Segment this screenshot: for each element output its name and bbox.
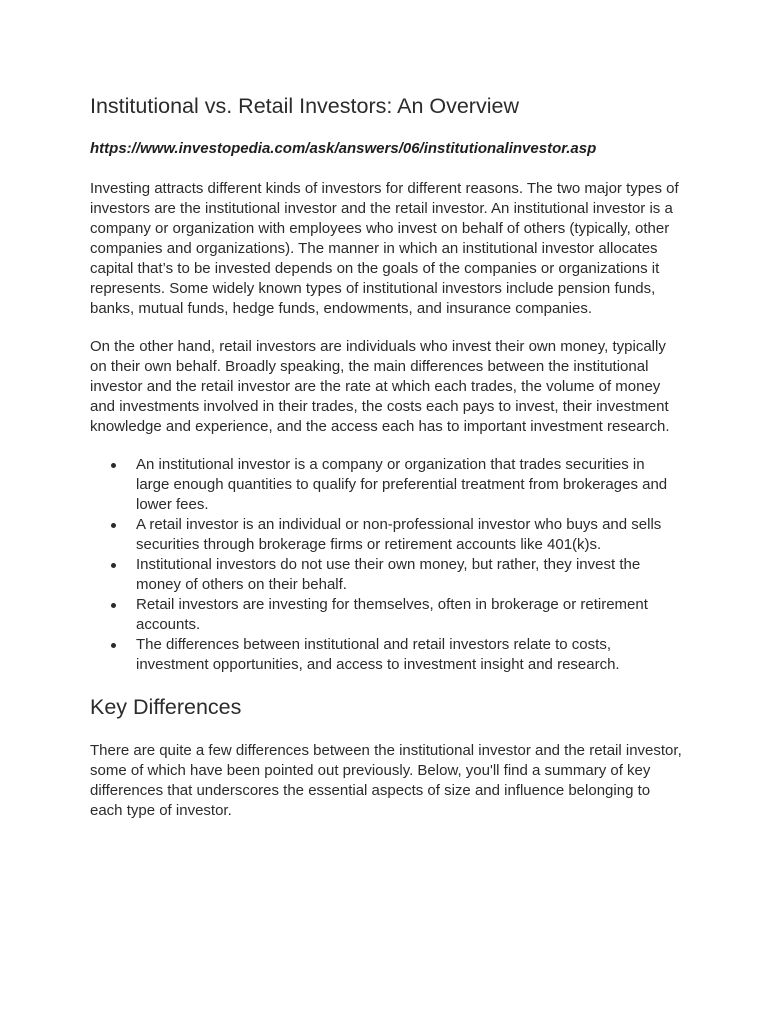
list-item [90,555,682,595]
list-item-text: Retail investors are investing for themselves, often in brokerage or retirement accounts. [136,596,648,633]
differences-paragraph: On the other hand, retail investors are individuals who invest their own money, typically on their own behalf. Broadly speaking, the main differences between the institutional investor and the retail investor are the rate at which each trades, the volume of money and investments involved in their trades, the costs each pays to invest, their investment knowledge and experience, and the access each has to important investment research. [90,338,670,435]
list-item-text: The differences between institutional and retail investors relate to costs, investment opportunities, and access to investment insight and research. [136,636,620,673]
bullet-icon [111,463,116,468]
list-item-text: Institutional investors do not use their own money, but rather, they invest the money of others on their behalf. [136,556,641,593]
bullet-icon [111,563,116,568]
list-item-text: A retail investor is an individual or non-professional investor who buys and sells securities through brokerage firms or retirement accounts like 401(k)s. [136,516,662,553]
document-page [90,92,682,821]
list-item [90,635,682,675]
summary-paragraph: There are quite a few differences between the institutional investor and the retail investor, some of which have been pointed out previously. Below, you'll find a summary of key differences that underscores the essential aspects of size and influence belonging to each type of investor. [90,742,682,819]
key-points-list [90,455,682,675]
list-item-text: An institutional investor is a company or organization that trades securities in large enough quantities to qualify for preferential treatment from brokerages and lower fees. [136,456,668,513]
bullet-icon [111,603,116,608]
bullet-icon [111,643,116,648]
source-url: https://www.investopedia.com/ask/answers/06/institutionalinvestor.asp [90,140,597,157]
bullet-icon [111,523,116,528]
list-item [90,455,682,515]
section-heading: Key Differences [90,695,242,719]
intro-paragraph: Investing attracts different kinds of investors for different reasons. The two major types of investors are the institutional investor and the retail investor. An institutional investor is a company or organization with employees who invest on behalf of others (typically, other companies and organizations). The manner in which an institutional investor allocates capital that’s to be invested depends on the goals of the companies or organizations it represents. Some widely known types of institutional investors include pension funds, banks, mutual funds, hedge funds, endowments, and insurance companies. [90,180,679,317]
list-item [90,515,682,555]
list-item [90,595,682,635]
page-title: Institutional vs. Retail Investors: An Overview [90,94,519,118]
